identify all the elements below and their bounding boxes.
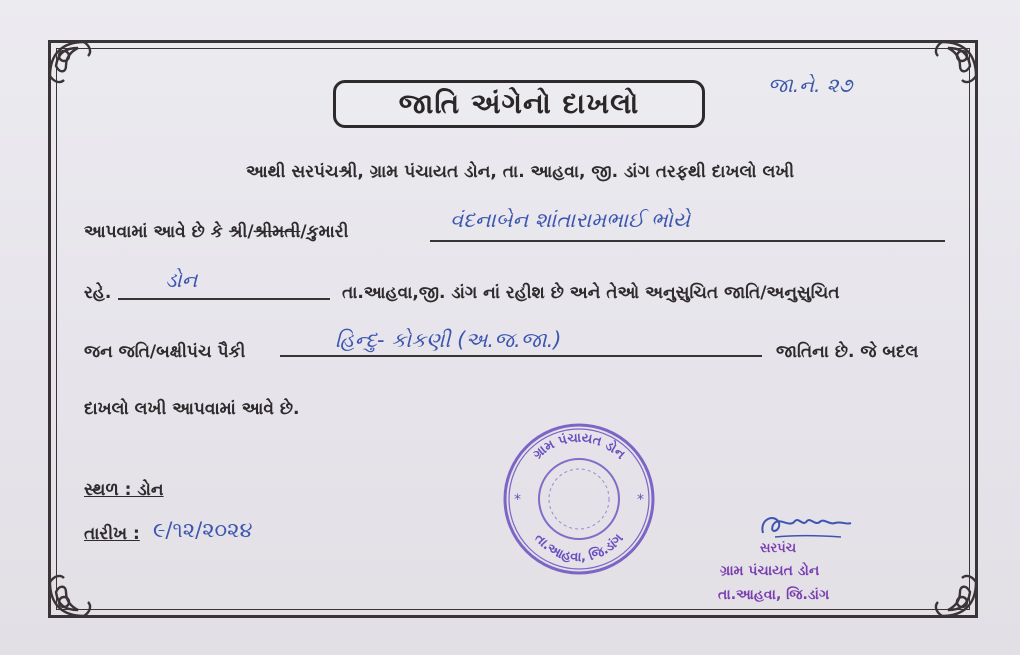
svg-text:ગ્રામ પંચાયત ડોન [530, 431, 628, 463]
body-line-2 [84, 222, 348, 242]
caste-suffix: જાતિના છે. જે બદલ [776, 342, 919, 362]
body-line-1: આથી સરપંચશ્રી, ગ્રામ પંચાયત ડોન, તા. આહવા, જી. ડાંગ તરફથી દાખલો લખી [246, 162, 795, 182]
date-label: તારીખ : [84, 524, 140, 544]
place-label: સ્થળ : ડોન [84, 480, 164, 500]
svg-text:*: * [514, 492, 521, 508]
signature-role: સરપંચ [760, 541, 797, 556]
signature-line-2: તા.આહવા, જિ.ડાંગ [718, 587, 830, 603]
svg-text:*: * [637, 492, 644, 508]
title-box [333, 80, 705, 128]
caste-underline [280, 355, 762, 357]
honorific-suffix: /કુમારી [300, 222, 349, 242]
residence-value: ડોન [165, 268, 198, 292]
signature-scribble [755, 505, 855, 545]
body-line-5: દાખલો લખી આપવામાં આવે છે. [84, 399, 300, 419]
caste-value: હિન્દુ- કોકણી (અ.જ.જા.) [335, 328, 562, 352]
round-stamp [500, 420, 658, 578]
corner-ornament-top-right [912, 36, 982, 106]
residence-underline [118, 298, 330, 300]
honorific-struck: શ્રીમતી [253, 222, 301, 242]
corner-ornament-top-left [44, 36, 114, 106]
document-title: જાતિ અંગેનો દાખલો [398, 87, 640, 120]
signature-block [700, 505, 870, 615]
corner-ornament-bottom-left [44, 552, 114, 622]
serial-number: જા.ને. ૨૭ [768, 73, 853, 97]
signature-line-1: ગ્રામ પંચાયત ડોન [720, 563, 820, 579]
stamp-top-text: ગ્રામ પંચાયત ડોન [530, 430, 628, 463]
stamp-bottom-text: તા.આહવા, જિ.ડાંગ [531, 531, 627, 566]
body-line-3: તા.આહવા,જી. ડાંગ નાં રહીશ છે અને તેઓ અનુસુચિત જાતિ/અનુસુચિત [342, 283, 840, 303]
residence-prefix: રહે. [84, 283, 112, 303]
corner-ornament-bottom-right [912, 552, 982, 622]
caste-prefix: જન જતિ/બક્ષીપંચ પૈકી [84, 342, 246, 362]
name-value: વંદનાબેન શાંતારામભાઈ ભોયે [450, 208, 691, 232]
name-underline [430, 240, 945, 242]
date-value: ૯/૧૨/૨૦૨૪ [153, 518, 253, 542]
honorific-prefix: આપવામાં આવે છે કે શ્રી/ [84, 222, 254, 242]
